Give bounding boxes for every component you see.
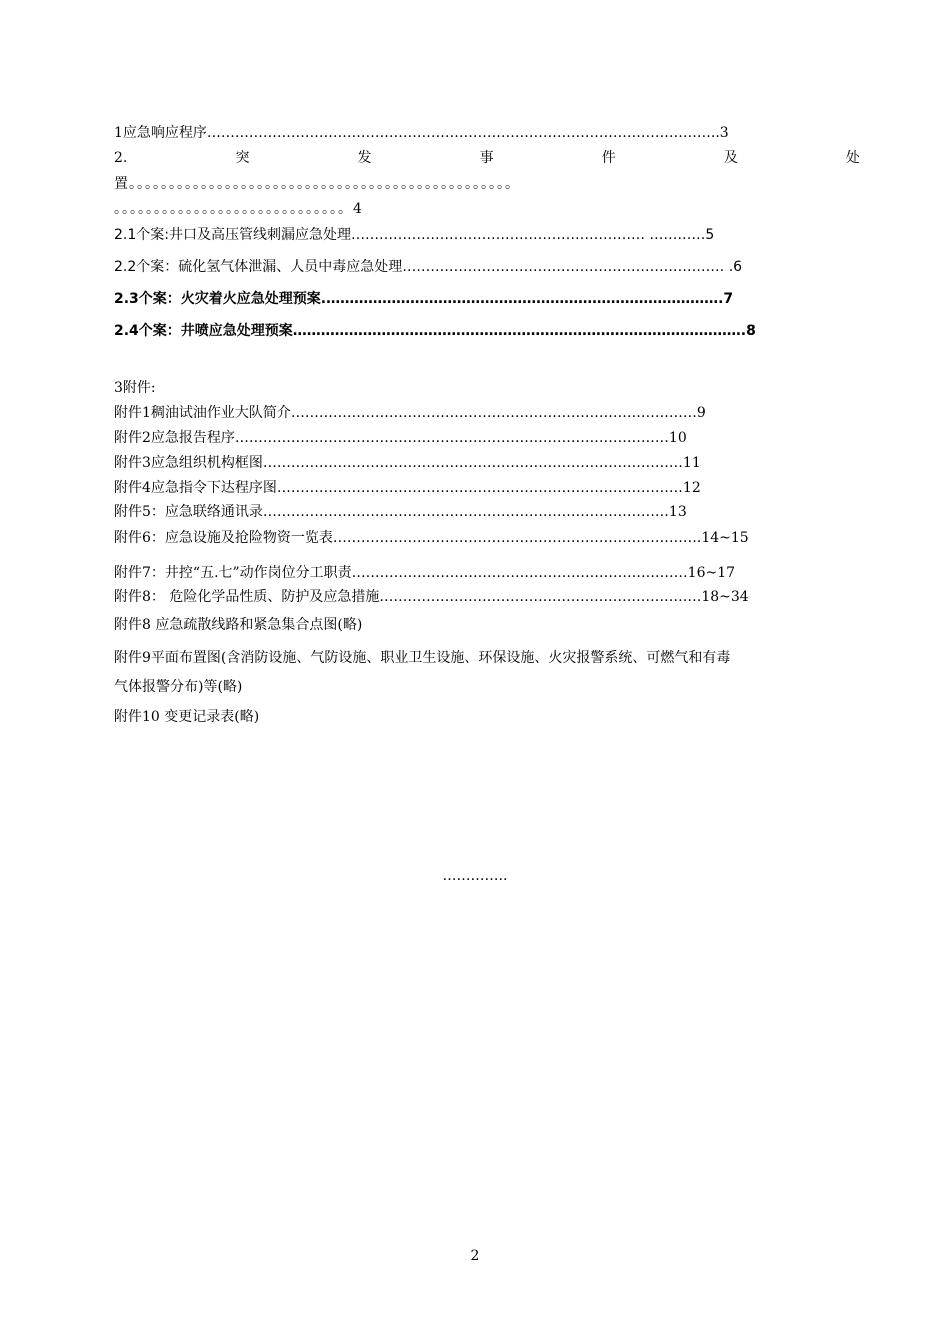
toc-word: 及 xyxy=(723,150,738,166)
toc-word: 处 xyxy=(845,150,860,166)
toc-entry-2-4: 2.4个案：井喷应急处理预案…………………………………………………………………………………….8 xyxy=(114,323,756,339)
toc-entry-incidents-heading xyxy=(114,149,860,167)
toc-word: 2. xyxy=(114,150,128,166)
toc-word: 发 xyxy=(357,150,372,166)
toc-entry-2-3: 2.3个案：火灾着火应急处理预案.………………………………………………………………………….7 xyxy=(114,291,734,307)
toc-word: 突 xyxy=(235,150,250,166)
toc-entry-emergency-response: 1应急响应程序………………………………………………………………………………………………..3 xyxy=(114,125,729,141)
toc-entry-2-1: 2.1个案:井口及高压管线刺漏应急处理……………………………………………………… …………5 xyxy=(114,227,715,243)
appendix-3: 附件3应急组织机构框图………………………………………………………………………………11 xyxy=(114,455,701,471)
appendix-1: 附件1稠油试油作业大队简介……………………………………………………………………………9 xyxy=(114,405,706,421)
appendix-6: 附件6：应急设施及抢险物资一览表…………………………………………………………………….14~15 xyxy=(114,530,749,546)
toc-entry-incidents-cont1: 置。。。。。。。。。。。。。。。。。。。。。。。。。。。。。。。。。。。。。。。。。。。。。。。。 xyxy=(114,176,520,192)
page-number: 2 xyxy=(470,1248,480,1264)
appendix-8: 附件8： 危险化学品性质、防护及应急措施……………………………………………………………18~34 xyxy=(114,589,749,605)
toc-word: 件 xyxy=(601,150,616,166)
appendix-7: 附件7：井控“五.七”动作岗位分工职责………………………………………………………………16~17 xyxy=(114,565,736,581)
toc-entry-incidents-cont2: 。。。。。。。。。。。。。。。。。。。。。。。。。。。。。4 xyxy=(114,201,363,217)
toc-word: 事 xyxy=(479,150,494,166)
appendix-9-line2: 气体报警分布)等(略) xyxy=(114,679,243,695)
appendix-heading: 3附件: xyxy=(114,380,156,396)
appendix-9-line1: 附件9平面布置图(含消防设施、气防设施、职业卫生设施、环保设施、火灾报警系统、可燃气和有毒 xyxy=(114,650,731,666)
appendix-5: 附件5：应急联络通讯录……………………………………………………………………………13 xyxy=(114,504,687,520)
appendix-2: 附件2应急报告程序…………………………………………………………………………………10 xyxy=(114,430,687,446)
appendix-8-evacuation: 附件8 应急疏散线路和紧急集合点图(略) xyxy=(114,617,363,633)
section-separator: ………….. xyxy=(442,868,508,884)
appendix-10: 附件10 变更记录表(略) xyxy=(114,709,260,725)
toc-entry-2-2: 2.2个案：硫化氢气体泄漏、人员中毒应急处理…………………………………………………………… .6 xyxy=(114,259,743,275)
appendix-4: 附件4应急指令下达程序图……………………………………………………………………………12 xyxy=(114,480,701,496)
